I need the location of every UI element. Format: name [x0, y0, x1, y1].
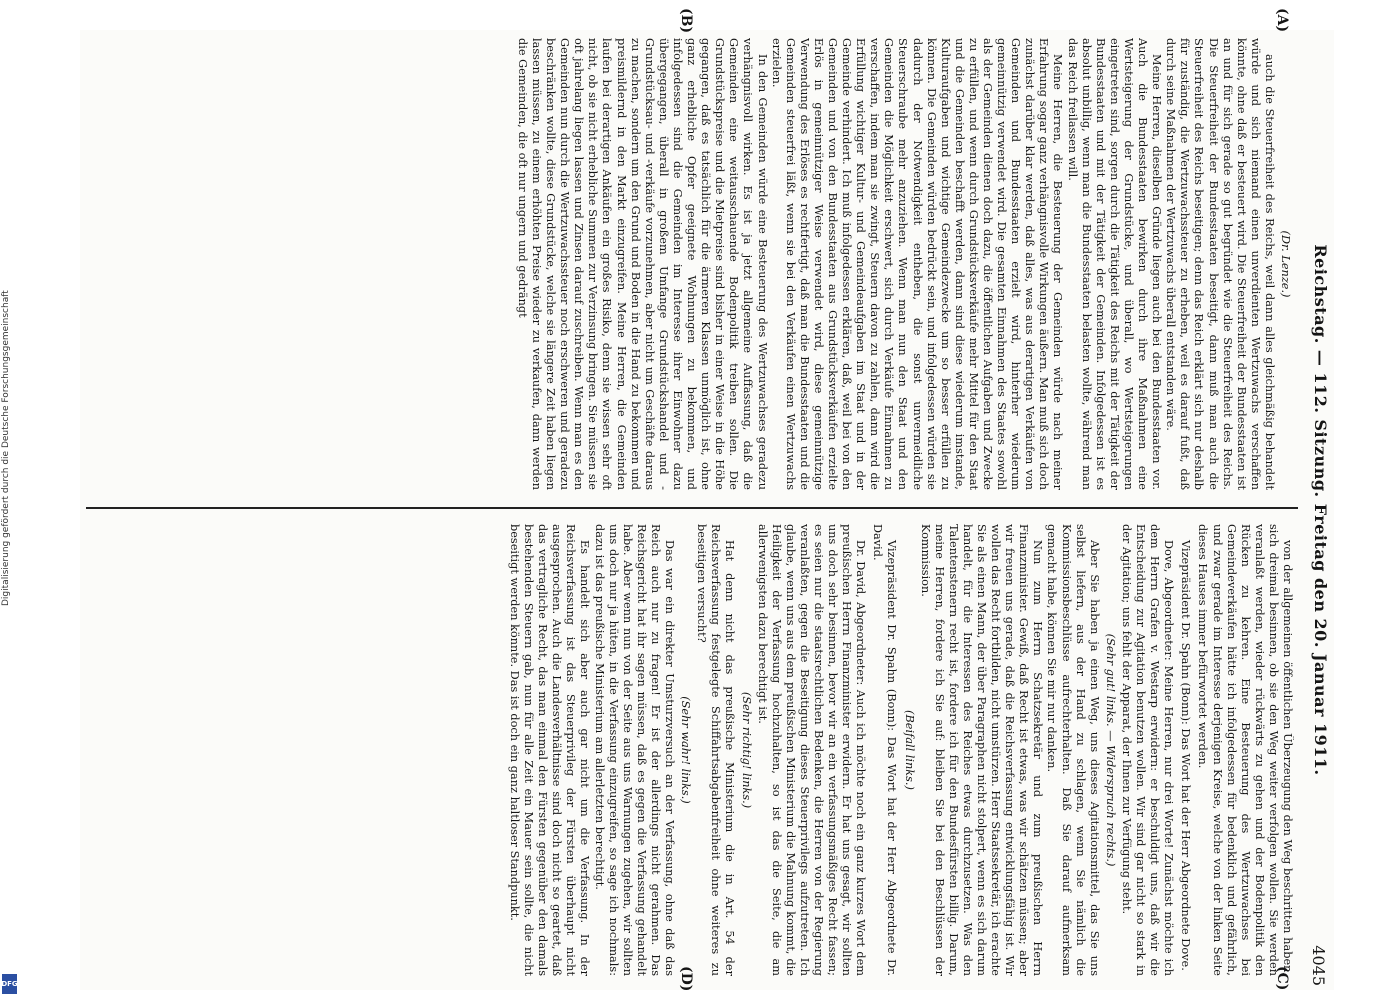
interjection: (Sehr gut! links. — Widerspruch rechts.) — [1103, 633, 1117, 867]
speech: Dr. David, Abgeordneter: Auch ich möchte noch ein ganz kurzes Wort dem preußischen Herrn Finanzminister erwidern. Er hat uns gesagt, wir sollten uns doch sehr besinnen, bevor wir an ein verfassungsmäßiges Recht fassen; es seien nur die staatsrechtlichen Bedenken, die Herren von der Regierung veranlaßten, gegen die Beseitigung dieses Steuerprivilegs aufzutreten. Ich glaube, wenn uns aus dem preußischen Ministerium die Mahnung kommt, die Heiligkeit der Verfassung hochzuhalten, so ist das die Seite, die am allerwenigsten dazu berechtigt ist. — [755, 524, 868, 976]
speech: Nun zum Herrn Schatzsekretär und zum preußischen Herrn Finanzminister. Gewiß, daß Recht ist etwas, was wir schätzen müssen; aber wir freuen uns gerade, daß die Reichsverfassung entwicklungsfähig ist. Wir wollen das Recht fortbilden, nicht umstürzen. Herr Staatssekretär, ich erachte Sie als einen Mann, der über Paragraphen nicht stolpert, wenn es sich darum handelt, für die Interessen des Reiches etwas durchzusetzen. Was den Talentenstenern recht ist, fordere ich für den Bundesfürsten billig. Darum, meine Herren, fordere ich Sie auf: bleiben Sie bei den Beschlüssen der Kommission. — [918, 524, 1045, 976]
speech: Dove, Abgeordneter: Meine Herren, nur drei Worte! Zunächst möchte ich dem Herrn Grafen v. Westarp erwidern: er beschuldigt uns, daß wir die Entscheidung zur Agitation benutzen wollen. Wir sind gar nicht so stark in der Agitation; uns fehlt der Apparat, der Ihnen zur Verfügung steht. — [1119, 524, 1176, 976]
paragraph: In den Gemeinden würde eine Besteuerung des Wertzuwachses geradezu verhängnisvoll wirken. Es ist ja jetzt allgemeine Auffassung, daß die Gemeinden eine weitausschauende Bodenpolitik treiben sollen. Die Grundstückspreise und die Mietpreise sind bisher in einer Weise in die Höhe gegangen, daß es tatsächlich für die ärmeren Klassen unmöglich ist, ohne ganz erhebliche Opfer geeignete Wohnungen zu bekommen, und infolgedessen sind die Gemeinden im Interesse ihrer Einwohner dazu übergegangen, überall in großem Umfange Grundstückshandel und -Grundstücksau- und -verkäufe vorzunehmen, aber nicht um Geschäfte daraus zu machen, sondern um den Grund und Boden in die Hand zu bekommen und preismildernd in den Markt einzugreifen. Meine Herren, die Gemeinden laufen bei derartigen Ankäufen ein großes Risiko, denn sie wissen sehr oft nicht, ob sie nicht erhebliche Summen zur Verzinsung bringen. Sie müssen sie oft jahrelang liegen lassen und Zinsen darauf zuschreiben. Wenn man es den Gemeinden nun durch die Wertzuwachssteuer noch erschweren und geradezu beschränken wollte, diese Grundstücke, welche sie längere Zeit haben liegen lassen müssen, zu einem erhöhten Preise wieder zu verkaufen, dann werden die Gemeinden, die oft nur ungern und gedrängt — [515, 38, 769, 490]
interjection: (Beifall links.) — [902, 710, 916, 790]
page-header — [1306, 30, 1334, 990]
paragraph: Meine Herren, die Besteuerung der Gemeinden würde nach meiner Erfahrung sogar ganz verhängnisvolle Wirkungen äußern. Man muß sich doch zunächst darüber klar werden, daß alles, was aus derartigen Verkäufen von Gemeinden und Bundesstaaten erzielt wird, hinterher wiederum gemeinnützig verwendet wird. Die gesamten Einnahmen des Staates sowohl als der Gemeinden dienen doch dazu, die öffentlichen Aufgaben und Zwecke zu erfüllen, und wenn durch Grundstücksverkäufe mehr Mittel für den Staat und die Gemeinden beschafft werden, dann sind diese wiederum imstande, Kulturaufgaben und wichtige Gemeindezwecke um so besser erfüllen zu können. Die Gemeinden würden bedrückt sein, und infolgedessen würden sie dadurch der Notwendigkeit entheben, die sonst unvermeidliche Steuerschraube mehr anzuziehen. Wenn man nun den Staat und den Gemeinden die Möglichkeit erschwert, sich durch Verkäufe Einnahmen zu verschaffen, indem man sie zwingt, Steuern davon zu zahlen, dann wird die Erfüllung wichtiger Kultur- und Gemeindeaufgaben im Staat und in der Gemeinde verhindert. Ich muß infolgedessen erklären, daß, weil bei von den Gemeinden und von den Bundesstaaten aus Grundstücksverkäufen erzielte Erlös in gemeinnütziger Weise verwendet wird, diese gemeinnützige Verwendung des Erlöses es rechtfertigt, daß man die Bundesstaaten und die Gemeinden steuerfrei läßt, wenn sie bei den Verkäufen einen Wertzuwachs erzielen. — [769, 38, 1065, 490]
paragraph: von der allgemeinen öffentlichen Überzeugung den Weg beschritten haben, sich dreimal besinnen, ob sie den Weg weiter verfolgen wollen. Sie werden veranlaßt werden, wieder rückwärts zu gehen und der Bodenpolitik den Rücken zu kehren. Eine Besteuerung des Wertzuwachses bei Gemeindeverkäufen hätte ich infolgedessen für bedenklich und gefährlich, und zwar gerade im Interesse derjenigen Kreise, welche von der linken Seite dieses Hauses immer befürwortet werden. — [1196, 524, 1294, 976]
interjection: (Sehr wahr! links.) — [679, 696, 693, 804]
scanned-page — [80, 8, 1334, 992]
paragraph: auch die Steuerfreiheit des Reichs, weil dann alles gleichmäßig behandelt würde und sich niemand einen unverdienten Wertzuwachs verschaffen könnte, ohne daß er besteuert wird. Die Steuerfreiheit der Bundesstaaten ist an und für sich gerade so gut begründet wie die Steuerfreiheit des Reichs. Die Steuerfreiheit der Bundesstaaten beseitigt, dann muß man auch die Steuerfreiheit des Reichs beseitigen; denn das Reich erklärt sich nur deshalb für zuständig, die Wertzuwachssteuer zu erheben, weil es darauf fußt, daß durch seine Maßnahmen der Wertzuwachs überall entstanden wäre. — [1164, 38, 1276, 490]
left-column — [86, 38, 1294, 490]
speech: Vizepräsident Dr. Spahn (Bonn): Das Wort hat der Herr Abgeordnete Dove. — [1179, 540, 1193, 971]
speech: Vizepräsident Dr. Spahn (Bonn): Das Wort hat der Herr Abgeordnete Dr. David. — [871, 524, 899, 976]
speech: Aber Sie haben ja einen Weg, uns dieses Agitationsmittel, das Sie uns selbst liefern, aus der Hand zu schlagen, wenn Sie nämlich die Kommissionsbeschlüsse aufrechterhalten. Daß Sie darauf aufmerksam gemacht habe, können Sie mir nur danken. — [1045, 524, 1101, 976]
interjection: (Sehr richtig! links.) — [739, 691, 753, 809]
digitization-credit — [0, 0, 22, 1000]
paragraph: Meine Herren, dieselben Gründe liegen auch bei den Bundesstaaten vor. Auch die Bundesstaaten bewirken durch ihre Maßnahmen eine Wertsteigerung der Grundstücke, und überall, wo Wertsteigerungen eingetreten sind, sorgen durch die Tätigkeit des Reichs mit der Tätigkeit der Bundesstaaten und mit der Tätigkeit der Gemeinden. Infolgedessen ist es absolut unbillig, wenn man die Bundesstaaten belasten wollte, während man das Reich freilassen will. — [1065, 38, 1164, 490]
column-divider — [86, 507, 1298, 509]
margin-letter-b: (B) — [678, 8, 694, 34]
speech: Hat denn nicht das preußische Ministerium die in Art. 54 der Reichsverfassung festgelegte Schiffahrtsabgabenfreiheit ohne weiteres zu beseitigen versucht? — [695, 524, 737, 976]
right-column — [86, 524, 1294, 976]
dfg-logo-icon: DFG — [2, 974, 17, 994]
margin-letter-c: (C) — [1274, 966, 1290, 991]
speech: Es handelt sich aber auch gar nicht um die Verfassung. In der Reichsverfassung ist das Steuerprivileg der Fürsten überhaupt nicht ausgesprochen. Auch die Landesverhältnisse sind doch nicht so geartet, daß das vertragliche Recht, das man einmal den Fürsten gegenüber den damals bestehenden Steuern gab, nun für alle Zeit ein Mauer sein sollte, die nicht beseitigt werden könnte. Das ist doch ein ganz haltloser Standpunkt. — [508, 524, 592, 976]
speaker-note: (Dr. Lenze.) — [1279, 230, 1292, 298]
speech: Das war ein direkter Umsturzversuch an der Verfassung, ohne daß das Reich auch nur zu fragen! Er ist der allerdings nicht gerahmen. Das Reichsgericht hat ihr sagen müssen, daß es gegen die Verfassung gehandelt habe. Aber wenn nun von der Seite aus uns Warnungen zugehen, wir sollten uns doch nur ja hüten, in die Verfassung einzugreifen, so sage ich nochmals: dazu ist das preußische Ministerium am allerletzten berechtigt. — [592, 524, 677, 976]
margin-letter-d: (D) — [678, 966, 694, 992]
margin-letter-a: (A) — [1274, 8, 1290, 33]
credit-text: Digitalisierung gefördert durch die Deutsche Forschungsgemeinschaft — [1, 290, 11, 606]
header-title: Reichstag. — 112. Sitzung. Freitag den 20. Januar 1911. — [1311, 244, 1330, 776]
page-number: 4045 — [1309, 945, 1328, 986]
